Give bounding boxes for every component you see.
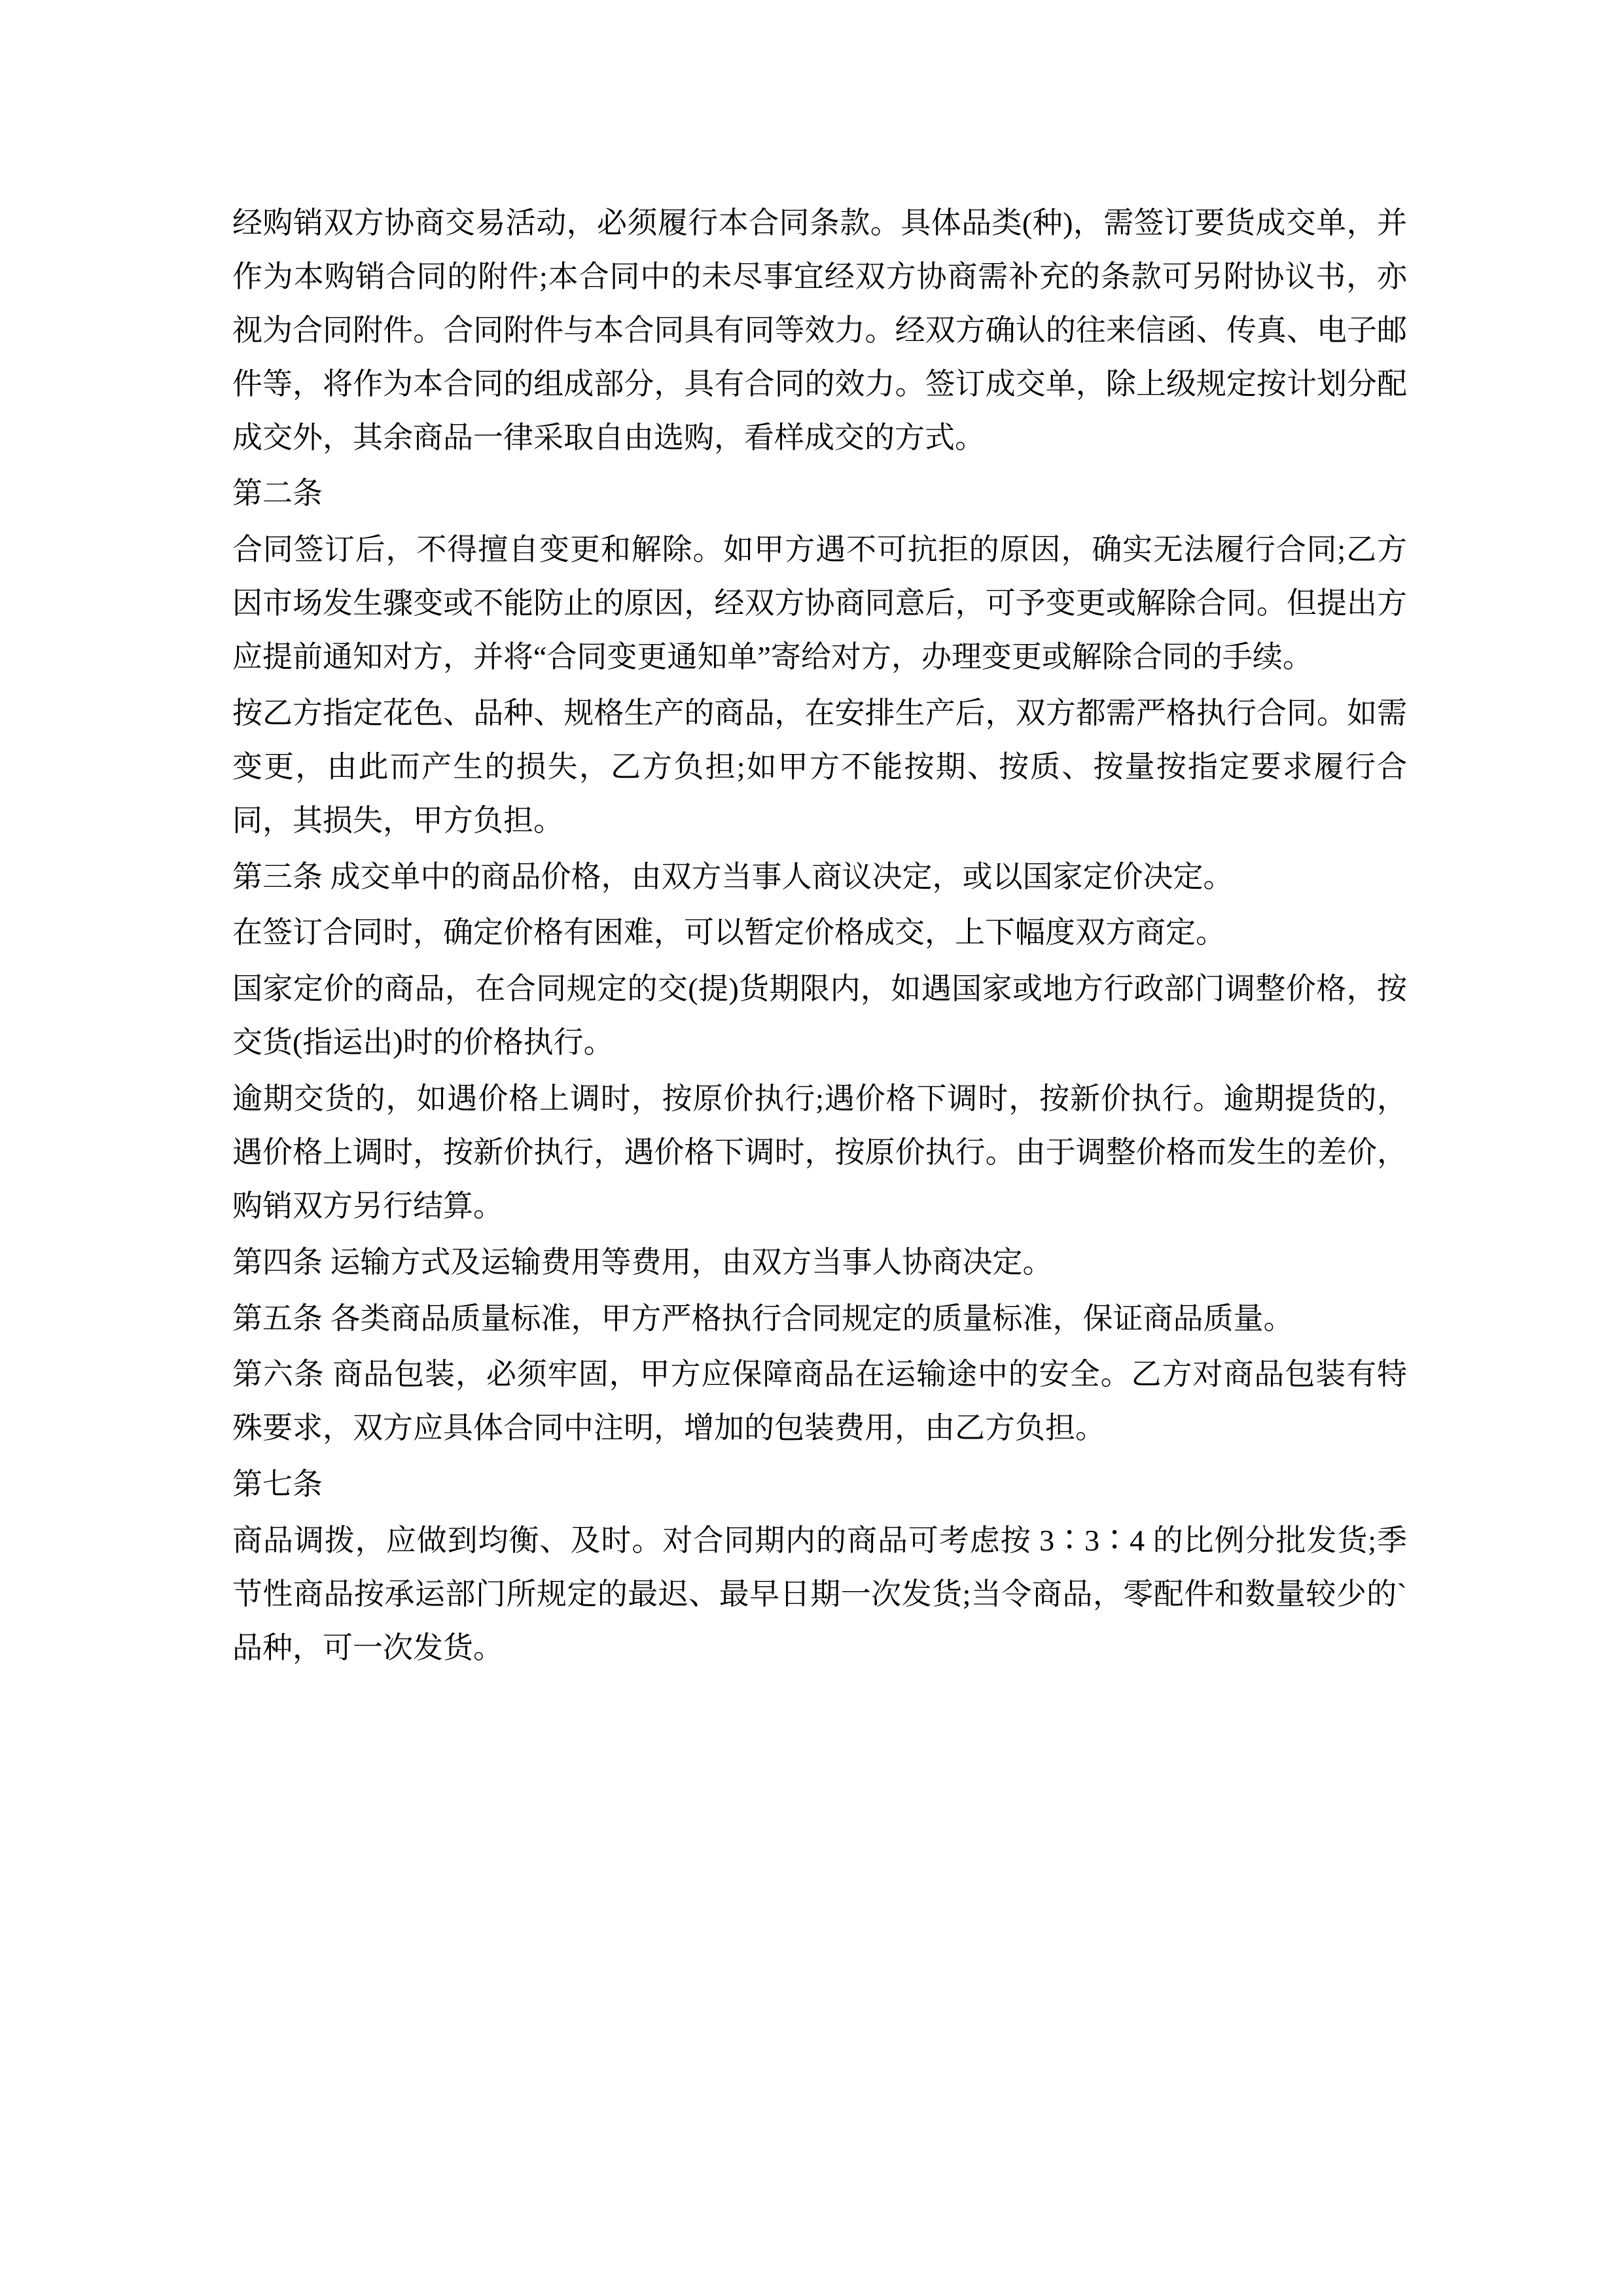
clause-4: 第四条 运输方式及运输费用等费用，由双方当事人协商决定。 (232, 1245, 1053, 1279)
clause-heading-7: 第七条 (232, 1467, 323, 1501)
paragraph: 逾期交货的，如遇价格上调时，按原价执行;遇价格下调时，按新价执行。逾期提货的，遇价格上调时，按新价执行，遇价格下调时，按原价执行。由于调整价格而发生的差价，购销双方另行结算。 (232, 1082, 1407, 1223)
clause-6: 第六条 商品包装，必须牢固，甲方应保障商品在运输途中的安全。乙方对商品包装有特殊要求，双方应具体合同中注明，增加的包装费用，由乙方负担。 (232, 1357, 1407, 1445)
paragraph: 国家定价的商品，在合同规定的交(提)货期限内，如遇国家或地方行政部门调整价格，按交货(指运出)时的价格执行。 (232, 972, 1407, 1060)
clause-3: 第三条 成交单中的商品价格，由双方当事人商议决定，或以国家定价决定。 (232, 859, 1234, 893)
paragraph: 商品调拨，应做到均衡、及时。对合同期内的商品可考虑按 3∶3∶4 的比例分批发货;季节性商品按承运部门所规定的最迟、最早日期一次发货;当令商品，零配件和数量较少的`品种，可一次发货。 (232, 1524, 1407, 1664)
document-body (232, 196, 1407, 1675)
clause-heading-2: 第二条 (232, 476, 323, 511)
paragraph: 在签订合同时，确定价格有困难，可以暂定价格成交，上下幅度双方商定。 (232, 916, 1226, 950)
paragraph: 按乙方指定花色、品种、规格生产的商品，在安排生产后，双方都需严格执行合同。如需变更，由此而产生的损失，乙方负担;如甲方不能按期、按质、按量按指定要求履行合同，其损失，甲方负担。 (232, 696, 1407, 837)
paragraph: 经购销双方协商交易活动，必须履行本合同条款。具体品类(种)，需签订要货成交单，并作为本购销合同的附件;本合同中的未尽事宜经双方协商需补充的条款可另附协议书，亦视为合同附件。合同附件与本合同具有同等效力。经双方确认的往来信函、传真、电子邮件等，将作为本合同的组成部分，具有合同的效力。签订成交单，除上级规定按计划分配成交外，其余商品一律采取自由选购，看样成交的方式。 (232, 206, 1407, 454)
clause-5: 第五条 各类商品质量标准，甲方严格执行合同规定的质量标准，保证商品质量。 (232, 1301, 1294, 1335)
paragraph: 合同签订后，不得擅自变更和解除。如甲方遇不可抗拒的原因，确实无法履行合同;乙方因市场发生骤变或不能防止的原因，经双方协商同意后，可予变更或解除合同。但提出方应提前通知对方，并将“合同变更通知单”寄给对方，办理变更或解除合同的手续。 (232, 533, 1407, 673)
